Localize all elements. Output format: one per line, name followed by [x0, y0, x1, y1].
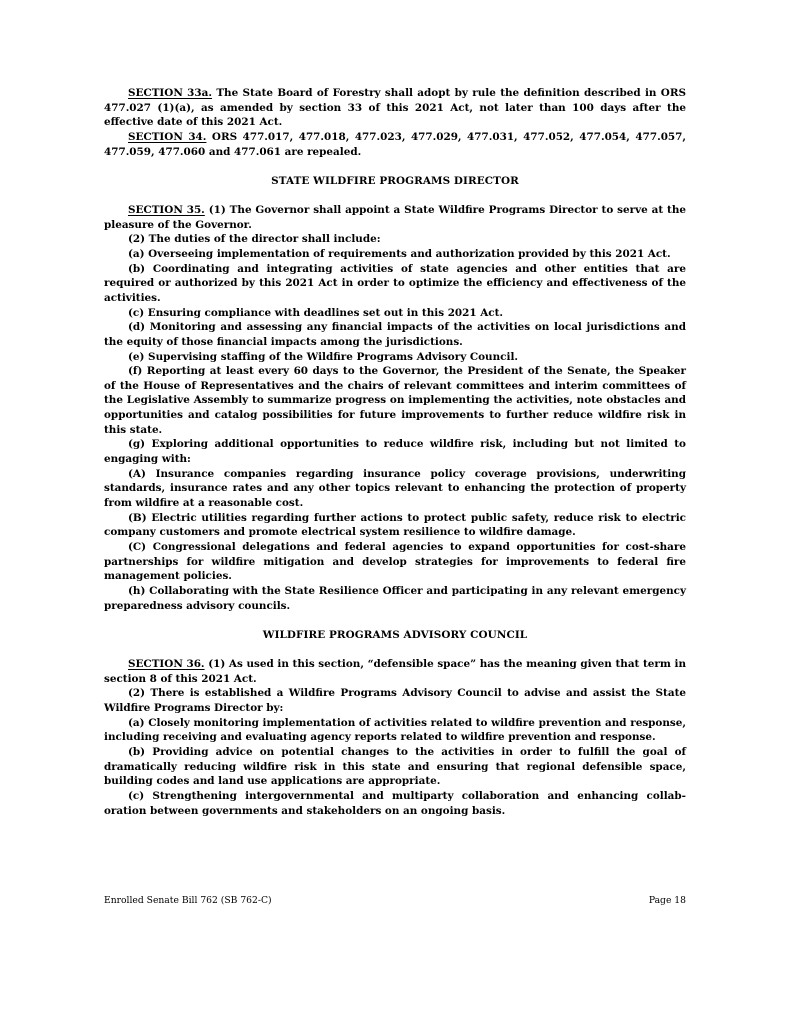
section-36-label: SECTION 36. [128, 657, 205, 670]
section-33a [104, 86, 686, 130]
section-36 [104, 657, 686, 686]
section-35-para: (a) Overseeing implementation of requirements and authorization provided by this 2021 Act. [128, 247, 671, 260]
section-35-para: (B) Electric utilities regarding further actions to protect public safety, reduce risk to electric company customers and promote electrical system resilience to wildfire damage. [104, 511, 686, 539]
section-36-para: (c) Strengthening intergovernmental and multiparty collaboration and enhancing collaboration between governments and stakeholders on an ongoing basis. [104, 789, 686, 817]
section-35-para: (d) Monitoring and assessing any financial impacts of the activities on local jurisdictions and the equity of those financial impacts among the jurisdictions. [104, 321, 686, 348]
section-36-para: (a) Closely monitoring implementation of activities related to wildfire prevention and response, including receiving and evaluating agency reports related to wildfire prevention and response. [104, 716, 686, 744]
section-35-para: (h) Collaborating with the State Resilience Officer and participating in any relevant emergency preparedness advisory councils. [104, 585, 686, 612]
document-page [104, 86, 686, 818]
section-33a-text: The State Board of Forestry shall adopt by rule the definition described in ORS 477.027 (1)(a), as amended by section 33 of this 2021 Act, not later than 100 days after the effective date of this 2021 Act. [104, 87, 686, 129]
section-35-text: (1) The Governor shall appoint a State Wildfire Programs Director to serve at the pleasure of the Governor. [104, 203, 687, 231]
section-35-para: (c) Ensuring compliance with deadlines set out in this 2021 Act. [128, 306, 504, 319]
section-36-para: (2) There is established a Wildfire Programs Advisory Council to advise and assist the State Wildfire Programs Director by: [104, 687, 686, 714]
page-footer [104, 895, 686, 907]
section-36-para: (b) Providing advice on potential changes to the activities in order to fulfill the goal of dramatically reducing wildfire risk in this state and ensuring that regional defensible space, building codes and land use applications are appropriate. [104, 745, 686, 788]
section-34-text: ORS 477.017, 477.018, 477.023, 477.029, 477.031, 477.052, 477.054, 477.057, 477.059, 477.060 and 477.061 are repealed. [104, 130, 686, 158]
section-35-para: (f) Reporting at least every 60 days to the Governor, the President of the Senate, the Speaker of the House of Representatives and the chairs of relevant committees and interim committees of the Legislative Assembly to summarize progress on implementing the activities, note obstacles and opportunities and catalog possibilities for future improvements to further reduce wildfire risk in this state. [104, 365, 686, 436]
section-35-para: (A) Insurance companies regarding insurance policy coverage provisions, underwriting standards, insurance rates and any other topics relevant to enhancing the protection of property from wildfire at a reasonable cost. [104, 467, 686, 510]
section-35-para: (b) Coordinating and integrating activities of state agencies and other entities that are required or authorized by this 2021 Act in order to optimize the efficiency and effectiveness of the activities. [104, 262, 686, 304]
heading-wildfire-programs-advisory-council: WILDFIRE PROGRAMS ADVISORY COUNCIL [262, 629, 528, 642]
heading-state-wildfire-programs-director: STATE WILDFIRE PROGRAMS DIRECTOR [271, 175, 519, 188]
section-34 [104, 130, 686, 159]
section-35-para: (C) Congressional delegations and federal agencies to expand opportunities for cost-share partnerships for wildfire mitigation and develop strategies for improvements to federal fire management policies. [104, 541, 686, 583]
section-35-para: (2) The duties of the director shall include: [128, 233, 381, 246]
section-34-label: SECTION 34. [128, 130, 207, 143]
section-35-label: SECTION 35. [128, 203, 205, 216]
section-33a-label: SECTION 33a. [128, 87, 212, 99]
footer-bill-title: Enrolled Senate Bill 762 (SB 762-C) [104, 895, 272, 906]
section-35-para: (g) Exploring additional opportunities to reduce wildfire risk, including but not limited to engaging with: [104, 438, 686, 466]
section-35-para: (e) Supervising staffing of the Wildfire Programs Advisory Council. [128, 350, 519, 363]
footer-page-number: Page 18 [648, 895, 686, 906]
section-35 [104, 203, 686, 232]
section-36-text: (1) As used in this section, “defensible space” has the meaning given that term in section 8 of this 2021 Act. [104, 657, 687, 685]
